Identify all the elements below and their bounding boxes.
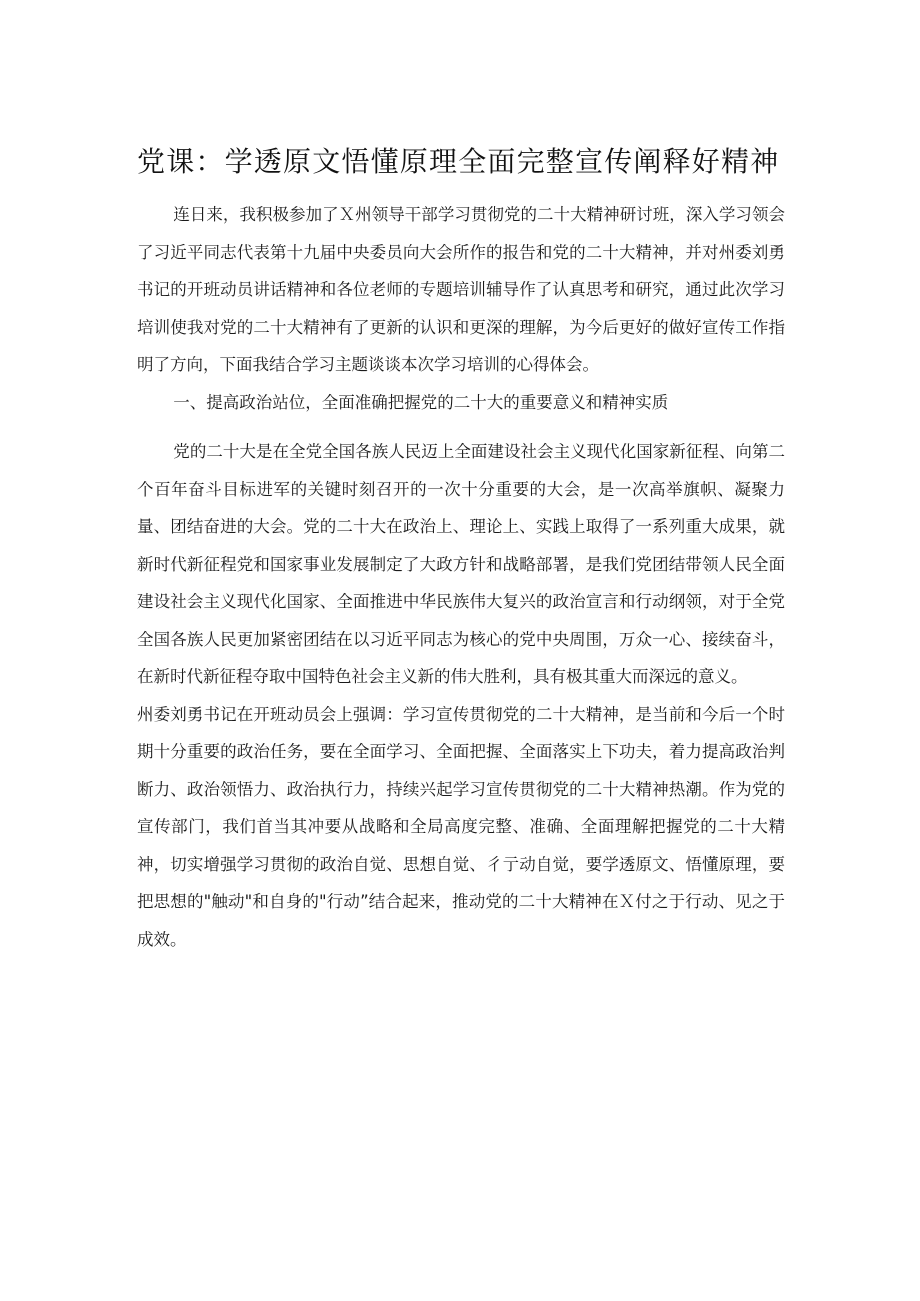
- document-body: [137, 196, 785, 958]
- intro-paragraph: 连日来，我积极参加了Ｘ州领导干部学习贯彻党的二十大精神研讨班，深入学习领会了习近平同志代表第十九届中央委员向大会所作的报告和党的二十大精神，并对州委刘勇书记的开班动员讲话精神和各位老师的专题培训辅导作了认真思考和研究，通过此次学习培训使我对党的二十大精神有了更新的认识和更深的理解，为今后更好的做好宣传工作指明了方向，下面我结合学习主题谈谈本次学习培训的心得体会。: [137, 205, 785, 374]
- document-title: 党课：学透原文悟懂原理全面完整宣传阐释好精神: [137, 145, 780, 178]
- section-1-paragraph-1: 党的二十大是在全党全国各族人民迈上全面建设社会主义现代化国家新征程、向第二个百年奋斗目标进军的关键时刻召开的一次十分重要的大会，是一次高举旗帜、凝聚力量、团结奋进的大会。党的二十大在政治上、理论上、实践上取得了一系列重大成果，就新时代新征程党和国家事业发展制定了大政方针和战略部署，是我们党团结带领人民全面建设社会主义现代化国家、全面推进中华民族伟大复兴的政治宣言和行动纲领，对于全党全国各族人民更加紧密团结在以习近平同志为核心的党中央周围，万众一心、接续奋斗，在新时代新征程夺取中国特色社会主义新的伟大胜利，具有极其重大而深远的意义。: [137, 442, 785, 686]
- section-heading-1: 一、提高政治站位，全面准确把握党的二十大的重要意义和精神实质: [173, 392, 669, 412]
- section-1-paragraph-2: 州委刘勇书记在开班动员会上强调：学习宣传贯彻党的二十大精神，是当前和今后一个时期十分重要的政治任务，要在全面学习、全面把握、全面落实上下功夫，着力提高政治判断力、政治领悟力、政治执行力，持续兴起学习宣传贯彻党的二十大精神热潮。作为党的宣传部门，我们首当其冲要从战略和全局高度完整、准确、全面理解把握党的二十大精神，切实增强学习贯彻的政治自觉、思想自觉、彳亍动自觉，要学透原文、悟懂原理，要把思想的"触动"和自身的"行动”结合起来，推动党的二十大精神在Ｘ付之于行动、见之于成效。: [137, 704, 785, 949]
